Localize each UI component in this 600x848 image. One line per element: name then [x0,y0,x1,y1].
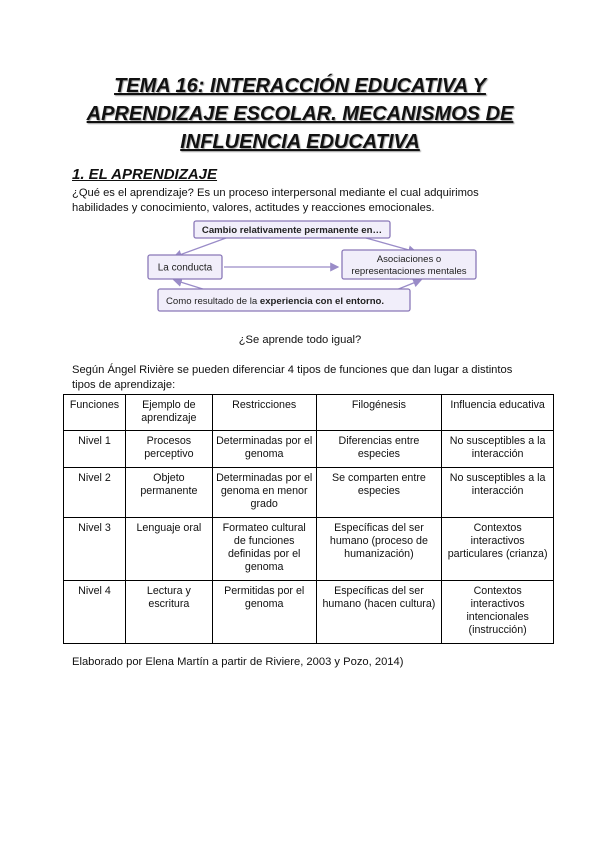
cell-restriction: Permitidas por el genoma [212,581,316,644]
header-filogenesis: Filogénesis [316,395,442,431]
cell-influence: No susceptibles a la interacción [442,431,554,468]
arrow-top-to-left [174,238,226,257]
cell-restriction: Determinadas por el genoma en menor grado [212,468,316,518]
cell-phylogenesis: Específicas del ser humano (hacen cultura) [316,581,442,644]
cell-example: Procesos perceptivo [125,431,212,468]
cell-level: Nivel 3 [64,518,126,581]
section-heading: 1. EL APRENDIZAJE [72,166,218,183]
rivere-paragraph [72,363,532,393]
intro-line-2: habilidades y conocimiento, valores, actitudes y reacciones emocionales. [72,202,435,214]
header-funciones: Funciones [64,395,126,431]
diagram-bottom-bold: experiencia con el entorno. [259,296,385,307]
cell-influence: No susceptibles a la interacción [442,468,554,518]
cell-phylogenesis: Se comparten entre especies [316,468,442,518]
diagram-bottom-text [166,296,384,307]
header-restricciones: Restricciones [212,395,316,431]
learning-diagram [146,218,482,314]
cell-example: Lenguaje oral [125,518,212,581]
source-credit: Elaborado por Elena Martín a partir de Riviere, 2003 y Pozo, 2014) [72,656,404,668]
diagram-left-text: La conducta [157,262,213,274]
cell-phylogenesis: Específicas del ser humano (proceso de humanización) [316,518,442,581]
question-text: ¿Se aprende todo igual? [238,334,362,346]
header-influencia: Influencia educativa [442,395,554,431]
diagram-right-text-2: representaciones mentales [351,266,467,277]
intro-line-1: ¿Qué es el aprendizaje? Es un proceso interpersonal mediante el cual adquirimos [72,187,479,199]
cell-example: Objeto permanente [125,468,212,518]
cell-influence: Contextos interactivos particulares (crianza) [442,518,554,581]
cell-level: Nivel 4 [64,581,126,644]
cell-level: Nivel 2 [64,468,126,518]
table-header-row [64,395,554,431]
table-row [64,518,554,581]
cell-influence: Contextos interactivos intencionales (instrucción) [442,581,554,644]
title-line-1: TEMA 16: INTERACCIÓN EDUCATIVA Y [114,75,486,97]
diagram-bottom-prefix: Como resultado de la [166,296,260,307]
cell-restriction: Determinadas por el genoma [212,431,316,468]
cell-level: Nivel 1 [64,431,126,468]
header-ejemplo: Ejemplo de aprendizaje [125,395,212,431]
diagram-right-text-1: Asociaciones o [376,254,442,265]
diagram-top-text: Cambio relativamente permanente en… [201,225,383,236]
title-line-3: INFLUENCIA EDUCATIVA [180,131,420,153]
paragraph-line-2: tipos de aprendizaje: [72,379,176,391]
learning-types-table [63,394,554,644]
page-title [60,72,540,156]
table-row [64,431,554,468]
cell-restriction: Formateo cultural de funciones definidas por el genoma [212,518,316,581]
paragraph-line-1: Según Ángel Rivière se pueden diferenciar 4 tipos de funciones que dan lugar a distintos [72,364,513,376]
table-row [64,468,554,518]
title-line-2: APRENDIZAJE ESCOLAR. MECANISMOS DE [86,103,514,125]
intro-paragraph [72,186,542,216]
cell-example: Lectura y escritura [125,581,212,644]
table-row [64,581,554,644]
cell-phylogenesis: Diferencias entre especies [316,431,442,468]
